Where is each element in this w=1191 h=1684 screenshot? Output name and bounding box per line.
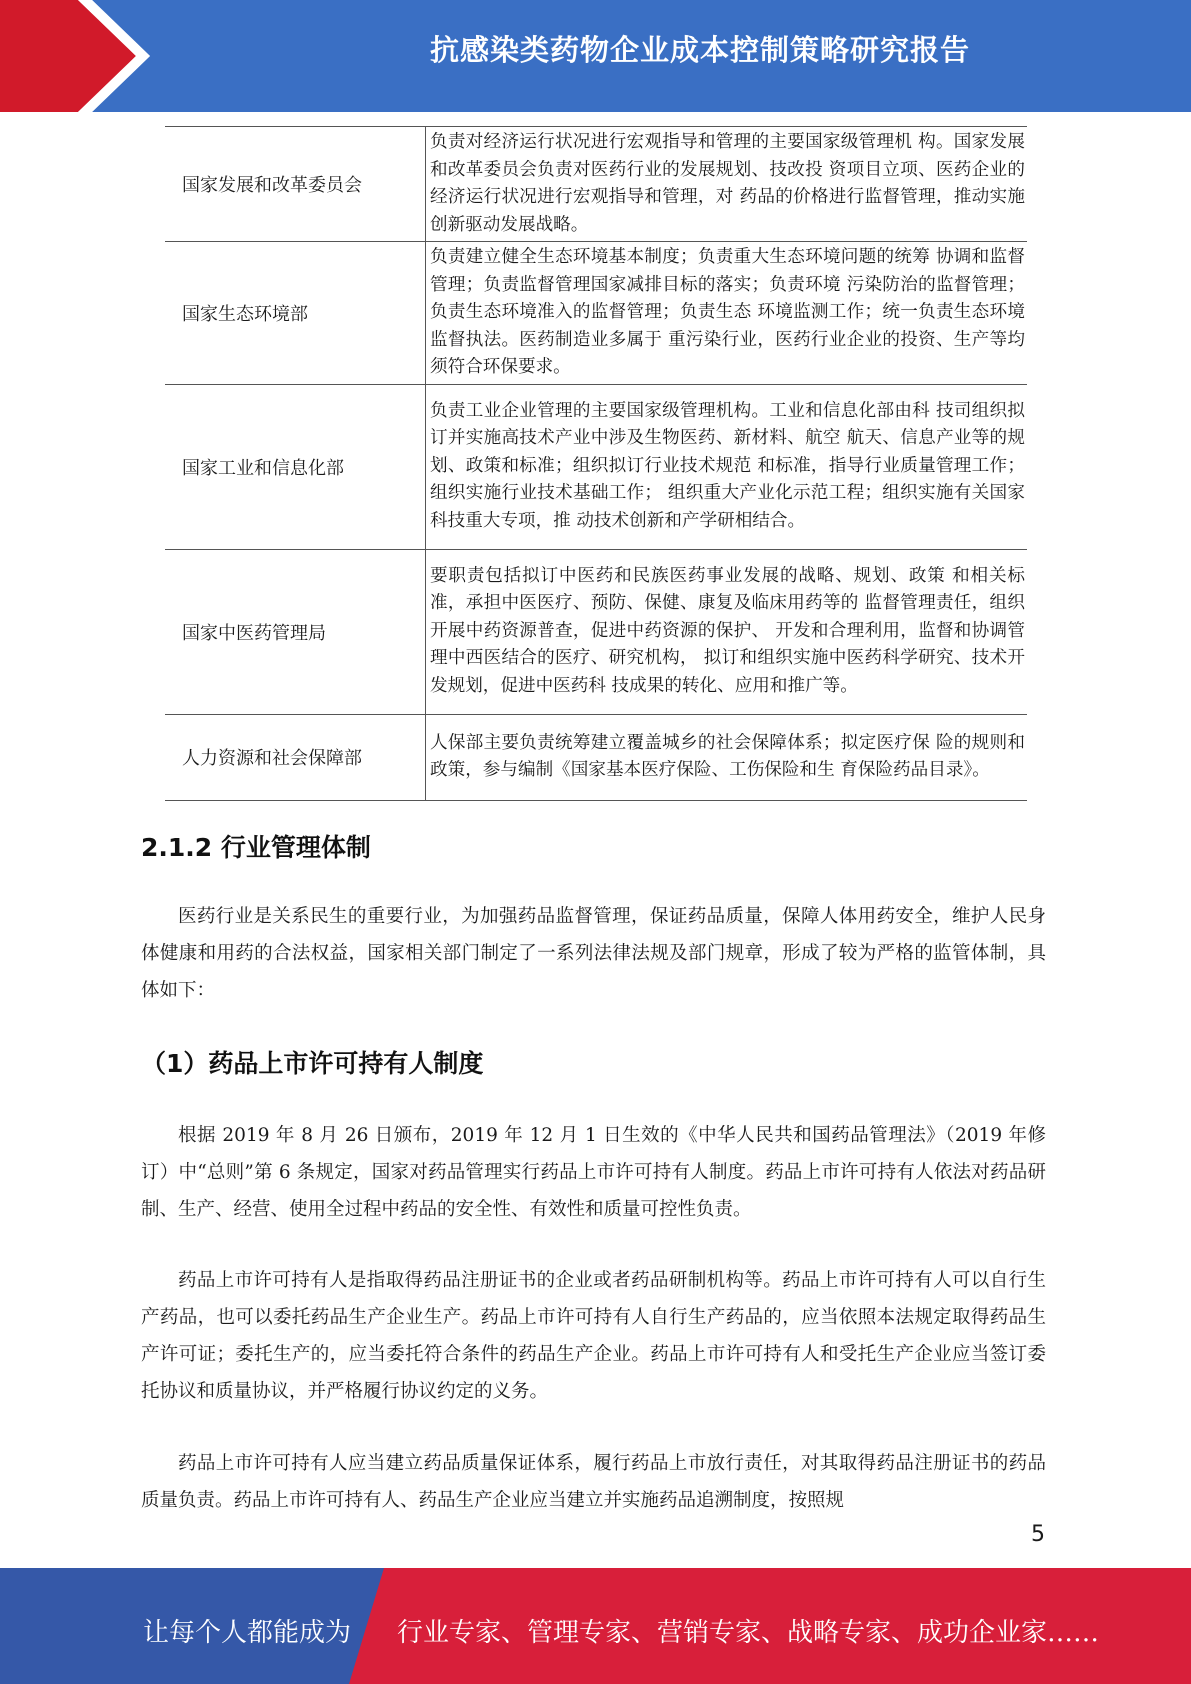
table-row xyxy=(165,384,1027,549)
table-row xyxy=(165,242,1027,385)
agency-name: 国家生态环境部 xyxy=(165,242,426,385)
footer-slogan-right: 行业专家、管理专家、营销专家、战略专家、成功企业家…… xyxy=(397,1618,1100,1648)
table-row xyxy=(165,714,1027,800)
body-paragraph: 药品上市许可持有人应当建立药品质量保证体系，履行药品上市放行责任，对其取得药品注册证书的药品质量负责。药品上市许可持有人、药品生产企业应当建立并实施药品追溯制度，按照规 xyxy=(141,1453,1046,1511)
body-paragraph: 根据 2019 年 8 月 26 日颁布，2019 年 12 月 1 日生效的《中华人民共和国药品管理法》（2019 年修订）中“总则”第 6 条规定，国家对药品管理实行药品上市许可持有人制度。药品上市许可持有人依法对药品研制、生产、经营、使用全过程中药品的安全性、有效性和质量可控性负责。 xyxy=(141,1125,1046,1220)
intro-paragraph: 医药行业是关系民生的重要行业，为加强药品监督管理，保证药品质量，保障人体用药安全，维护人民身体健康和用药的合法权益，国家相关部门制定了一系列法律法规及部门规章，形成了较为严格的监管体制，具体如下： xyxy=(141,906,1046,1001)
table-row xyxy=(165,127,1027,242)
agency-name: 国家发展和改革委员会 xyxy=(165,127,426,242)
regulator-table xyxy=(165,126,1027,801)
section-heading: 2.1.2 行业管理体制 xyxy=(141,833,371,862)
agency-name: 国家工业和信息化部 xyxy=(165,384,426,549)
subsection-heading: （1）药品上市许可持有人制度 xyxy=(141,1049,484,1078)
agency-description: 负责建立健全生态环境基本制度；负责重大生态环境问题的统筹 协调和监督管理；负责监督管理国家减排目标的落实；负责环境 污染防治的监督管理；负责生态环境准入的监督管理；负责生态 环境监测工作；统一负责生态环境监督执法。医药制造业多属于 重污染行业，医药行业企业的投资、生产等均须符合环保要求。 xyxy=(426,242,1028,385)
footer-slogan-left: 让每个人都能成为 xyxy=(143,1618,352,1648)
page-header xyxy=(0,0,1191,112)
agency-description: 负责对经济运行状况进行宏观指导和管理的主要国家级管理机 构。国家发展和改革委员会负责对医药行业的发展规划、技改投 资项目立项、医药企业的经济运行状况进行宏观指导和管理，对 药品的价格进行监督管理，推动实施创新驱动发展战略。 xyxy=(426,127,1028,242)
agency-name: 人力资源和社会保障部 xyxy=(165,714,426,800)
table-row xyxy=(165,549,1027,714)
agency-description: 要职责包括拟订中医药和民族医药事业发展的战略、规划、政策 和相关标准，承担中医医疗、预防、保健、康复及临床用药等的 监督管理责任，组织开展中药资源普查，促进中药资源的保护、 开发和合理利用，监督和协调管理中西医结合的医疗、研究机构， 拟订和组织实施中医药科学研究、技术开发规划，促进中医药科 技成果的转化、应用和推广等。 xyxy=(426,549,1028,714)
agency-description: 人保部主要负责统筹建立覆盖城乡的社会保障体系；拟定医疗保 险的规则和政策，参与编制《国家基本医疗保险、工伤保险和生 育保险药品目录》。 xyxy=(426,714,1028,800)
document-title: 抗感染类药物企业成本控制策略研究报告 xyxy=(429,33,970,67)
page-number: 5 xyxy=(1031,1522,1045,1547)
agency-name: 国家中医药管理局 xyxy=(165,549,426,714)
agency-description: 负责工业企业管理的主要国家级管理机构。工业和信息化部由科 技司组织拟订并实施高技术产业中涉及生物医药、新材料、航空 航天、信息产业等的规划、政策和标准；组织拟订行业技术规范 和标准，指导行业质量管理工作；组织实施行业技术基础工作； 组织重大产业化示范工程；组织实施有关国家科技重大专项，推 动技术创新和产学研相结合。 xyxy=(426,384,1028,549)
body-paragraph: 药品上市许可持有人是指取得药品注册证书的企业或者药品研制机构等。药品上市许可持有人可以自行生产药品，也可以委托药品生产企业生产。药品上市许可持有人自行生产药品的，应当依照本法规定取得药品生产许可证；委托生产的，应当委托符合条件的药品生产企业。药品上市许可持有人和受托生产企业应当签订委托协议和质量协议，并严格履行协议约定的义务。 xyxy=(141,1270,1046,1402)
